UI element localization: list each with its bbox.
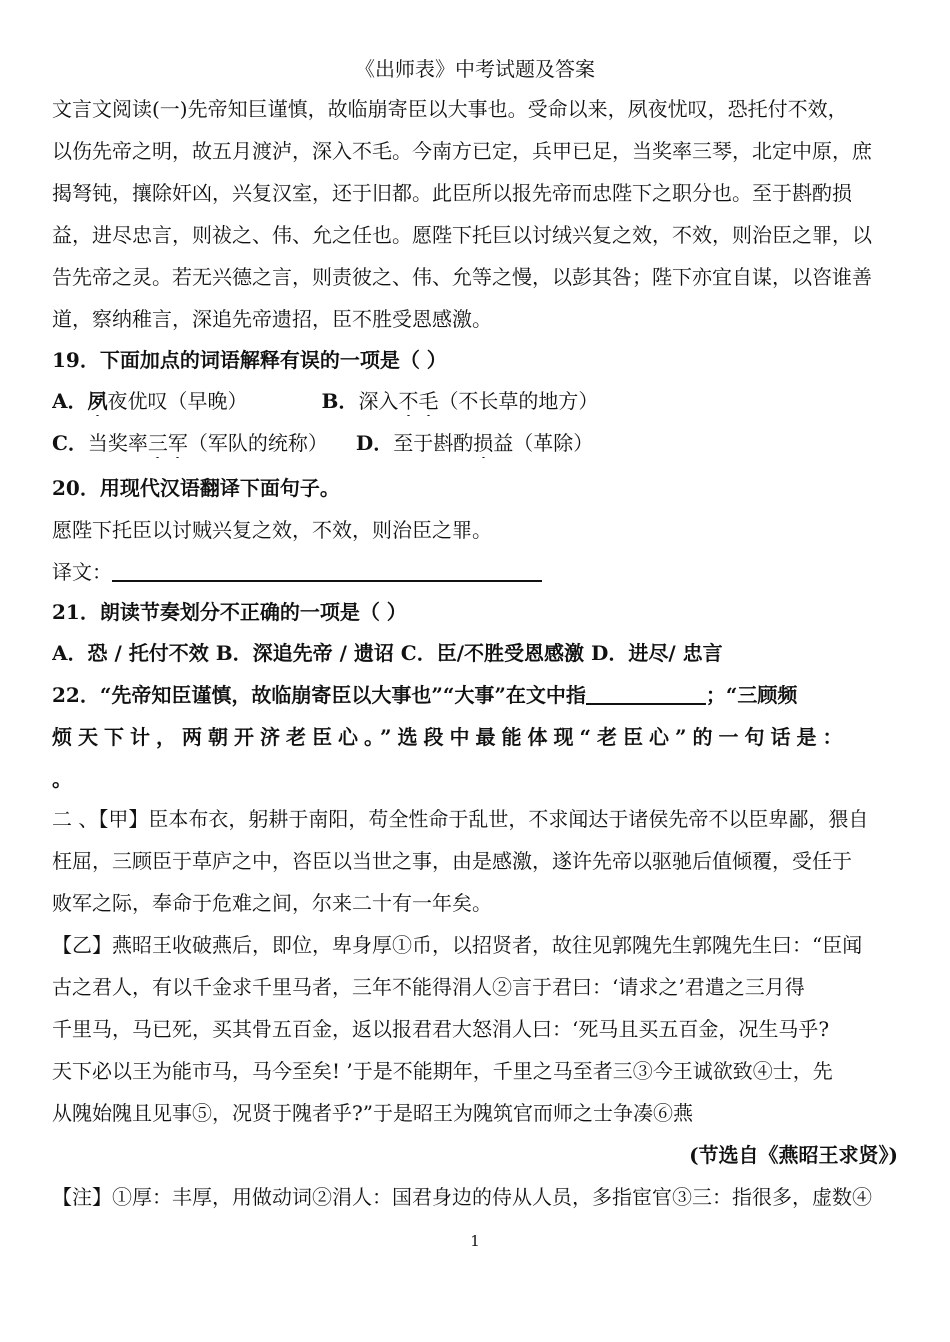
annotation-note: 【注】①厚：丰厚，用做动词②涓人：国君身边的侍从人员，多指宦官③三：指很多，虚数④	[52, 1185, 872, 1209]
q19-options-cd	[52, 428, 898, 458]
document-title: 《出师表》中考试题及答案	[355, 57, 595, 81]
q19-b-dotted-2: 毛	[418, 389, 439, 413]
q20-sentence: 愿陛下托臣以讨贼兴复之效，不效，则治臣之罪。	[52, 518, 492, 542]
q22-line-3: 。	[52, 767, 72, 791]
passage1-line-6: 道，察纳稚言，深追先帝遗招，臣不胜受恩感激。	[52, 307, 492, 331]
q19-b-rest: （不长草的地方）	[438, 389, 599, 413]
q22-blank[interactable]	[586, 681, 706, 705]
part2-line-5: 古之君人，有以千金求千里马者，三年不能得涓人②言于君曰：‘请求之’君遣之三月得	[52, 975, 805, 999]
q19-c-dotted-2: 军	[167, 431, 188, 455]
part2-line-3: 败军之际，奉命于危难之间，尔来二十有一年矣。	[52, 891, 492, 915]
q22-part1: 22．“先帝知臣谨慎，故临崩寄臣以大事也”“大事”在文中指	[52, 683, 586, 707]
q19-c-dotted-1: 三	[147, 431, 168, 455]
passage1-line-3: 揭弩钝，攘除奸凶，兴复汉室，还于旧都。此臣所以报先帝而忠陛下之职分也。至于斟酌损	[52, 181, 852, 205]
q19-options-ab	[52, 386, 898, 416]
part2-line-6: 千里马，马已死，买其骨五百金，返以报君君大怒涓人曰：‘死马且买五百金，况生马乎?	[52, 1017, 830, 1041]
q19-b-pre: 深入	[358, 389, 399, 413]
part2-line-8: 从隗始隗且见事⑤，况贤于隗者乎?”于是昭王为隗筑官而师之士争凑⑥燕	[52, 1101, 693, 1125]
q20-answer-label: 译文：	[52, 560, 112, 584]
q19-d-label: D．	[355, 431, 394, 455]
q19-b-label: B．	[321, 389, 359, 413]
q19-a-rest: 夜优叹（早晚）	[107, 389, 248, 413]
q19-d-pre: 至于斟酌	[393, 431, 474, 455]
q20-answer-blank[interactable]	[112, 558, 542, 582]
q22-line-1	[52, 680, 898, 710]
q19-b-dotted-1: 不	[398, 389, 419, 413]
source-citation: (节选自《燕昭王求贤》)	[689, 1143, 898, 1167]
q22-part2: ；“三顾频	[705, 683, 798, 707]
q19-a-label: A．	[52, 389, 88, 413]
q19-d-dotted: 损	[473, 431, 494, 455]
q19-stem: 19．下面加点的词语解释有误的一项是（ ）	[52, 348, 447, 372]
q21-stem: 21．朗读节奏划分不正确的一项是（ ）	[52, 600, 407, 624]
q19-c-pre: 当奖率	[87, 431, 148, 455]
q19-c-label: C．	[52, 431, 88, 455]
part2-line-1: 二 、【甲】臣本布衣，躬耕于南阳，苟全性命于乱世，不求闻达于诸侯先帝不以臣卑鄙，猥自	[52, 807, 869, 831]
part2-line-7: 天下必以王为能市马，马今至矣! ’于是不能期年，千里之马至者三③今王诚欲致④士，先	[52, 1059, 833, 1083]
q19-a-dotted-word: 夙	[87, 389, 108, 413]
q20-answer-line	[52, 557, 898, 587]
q19-d-rest: 益（革除）	[493, 431, 594, 455]
part2-line-4: 【乙】燕昭王收破燕后，即位，卑身厚①币，以招贤者，故往见郭隗先生郭隗先生曰：“臣闻	[52, 933, 863, 957]
passage1-line-4: 益，进尽忠言，则祓之、伟、允之任也。愿陛下托巨以讨绒兴复之效，不效，则治臣之罪，以	[52, 223, 872, 247]
q21-options: A．恐 / 托付不效 B．深追先帝 / 遗诏 C．臣/不胜受恩感激 D．进尽/ 忠言	[52, 641, 723, 665]
page-number: 1	[470, 1232, 480, 1250]
q22-line-2: 烦天下计，两朝开济老臣心。”选段中最能体现“老臣心”的一句话是：	[52, 725, 849, 749]
passage1-line-5: 告先帝之灵。若无兴德之言，则责彼之、伟、允等之慢，以彭其咎；陛下亦宜自谋，以咨谁善	[52, 265, 872, 289]
passage1-line-2: 以伤先帝之明，故五月渡泸，深入不毛。今南方已定，兵甲已足，当奖率三琴，北定中原，庶	[52, 139, 872, 163]
passage1-line-1: 文言文阅读(一)先帝知巨谨慎，故临崩寄臣以大事也。受命以来，夙夜忧叹，恐托付不效，	[52, 97, 848, 121]
q19-c-rest: （军队的统称）	[187, 431, 328, 455]
q20-stem: 20．用现代汉语翻译下面句子。	[52, 476, 340, 500]
part2-line-2: 枉屈，三顾臣于草庐之中，咨臣以当世之事，由是感激，遂许先帝以驱驰后值倾覆，受任于	[52, 849, 852, 873]
